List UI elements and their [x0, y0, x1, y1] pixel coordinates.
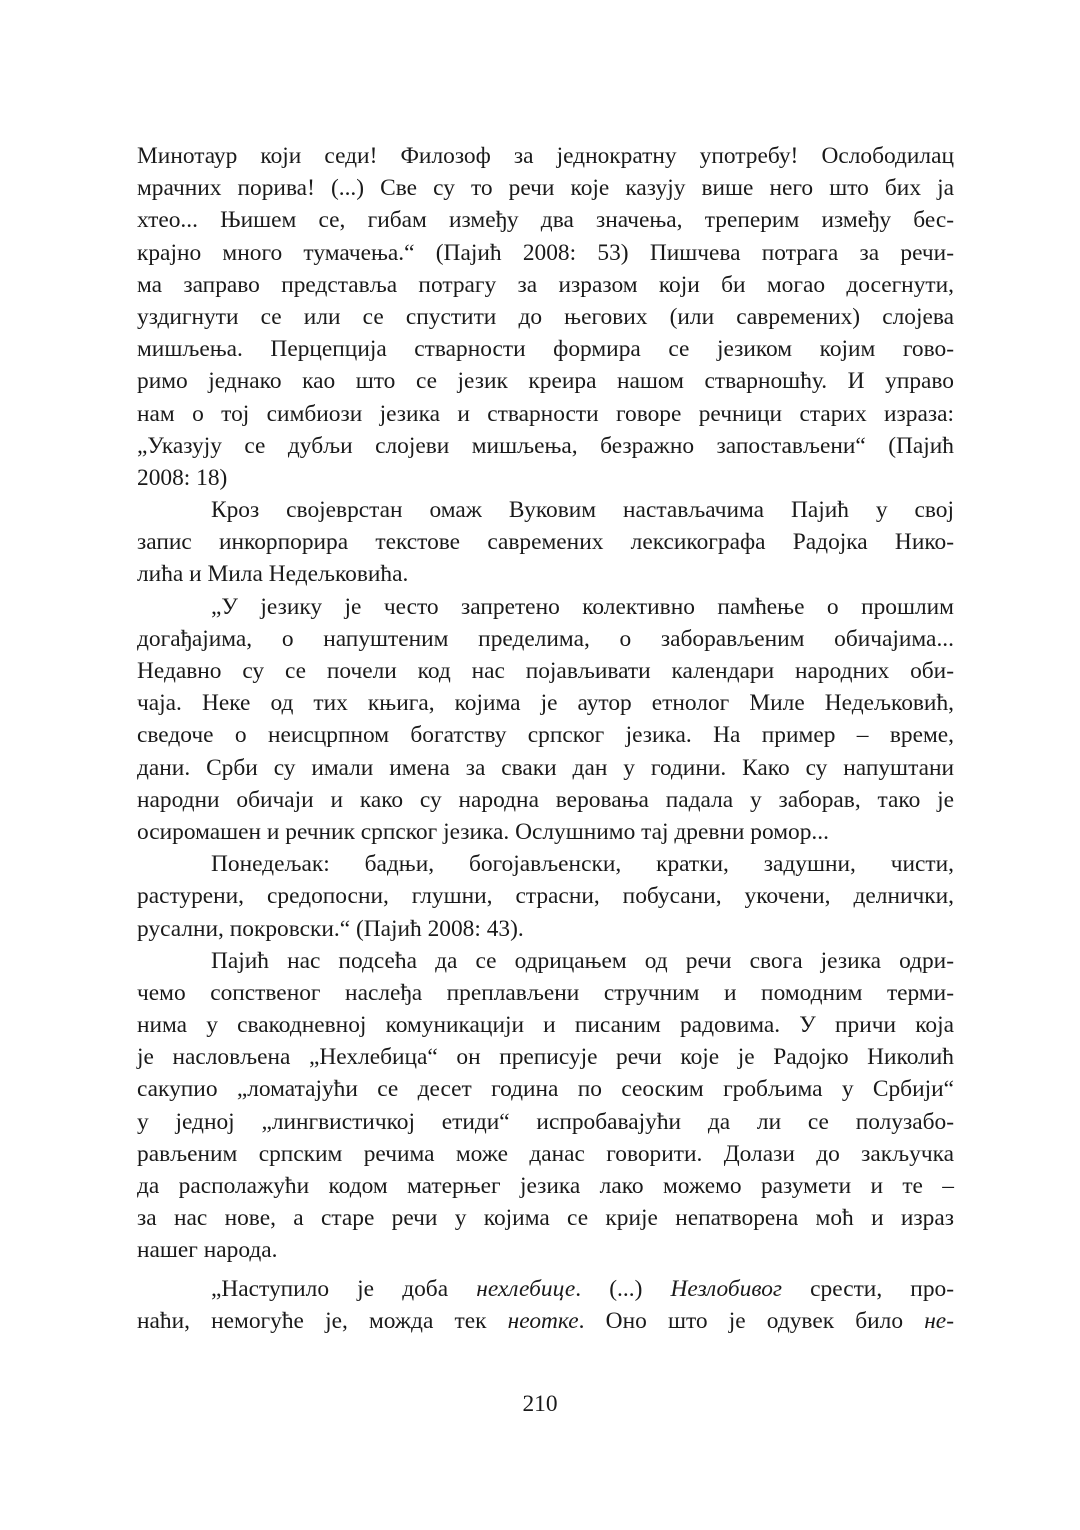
text-line [137, 398, 954, 430]
text-segment: „Указују се дубљи слојеви мишљења, безражно запостављени“ (Пајић [137, 432, 954, 459]
italic-word: не- [924, 1307, 954, 1334]
page-number: 210 [522, 1391, 558, 1417]
text-line [137, 816, 954, 848]
text-line [137, 1106, 954, 1138]
text-line [137, 301, 954, 333]
text-segment: у једној „лингвистичкој етиди“ испробавајући да ли се полузабо- [137, 1108, 954, 1135]
text-segment: 2008: 18) [137, 464, 228, 491]
text-line [137, 1041, 954, 1073]
text-line [137, 752, 954, 784]
text-segment: Недавно су се почели код нас појављивати календари народних оби- [137, 658, 954, 684]
text-line [137, 591, 954, 623]
text-line [137, 462, 954, 494]
body-text [137, 140, 954, 1337]
text-segment: нам о тој симбиози језика и стварности говоре речници старих израза: [137, 400, 954, 427]
text-line [137, 1073, 954, 1105]
text-segment: је насловљена „Нехлебица“ он преписује речи које је Радојко Николић [137, 1044, 954, 1071]
text-line [137, 913, 954, 945]
text-line [137, 333, 954, 365]
text-segment: сведоче о неисцрпном богатству српског језика. На пример – време, [137, 722, 954, 749]
text-segment: лића и Мила Недељковића. [137, 561, 409, 588]
text-segment: сакупио „ломатајући се десет година по сеоским гробљима у Србији“ [137, 1076, 954, 1103]
text-line [137, 526, 954, 558]
text-segment: растурени, средопосни, глушни, страсни, побусани, укочени, делнички, [137, 883, 954, 910]
text-segment: срести, про- [782, 1275, 955, 1302]
text-segment: да располажући кодом матерњег језика лако можемо разумети и те – [137, 1173, 954, 1199]
text-line [137, 365, 954, 397]
text-line [137, 1009, 954, 1041]
text-segment: нашег народа. [137, 1237, 278, 1264]
text-segment: римо једнако као што се језик креира нашом стварношћу. И управо [137, 368, 954, 395]
italic-word: неотке [507, 1307, 579, 1334]
text-line [137, 687, 954, 719]
text-line [137, 848, 954, 880]
text-line [137, 1273, 954, 1305]
text-line [137, 1170, 954, 1202]
text-line [137, 1234, 954, 1266]
text-segment: рављеним српским речима може данас говорити. Долази до закључка [137, 1140, 954, 1167]
text-segment: Пајић нас подсећа да се одрицањем од речи свога језика одри- [211, 947, 954, 974]
text-segment: дани. Срби су имали имена за сваки дан у години. Како су напуштани [137, 754, 954, 781]
text-segment: уздигнути се или се спустити до његових (или савремених) слојева [137, 303, 954, 330]
text-segment: хтео... Њишем се, гибам између два значења, треперим између бес- [137, 207, 954, 234]
text-segment: . Оно што је одувек било [578, 1307, 925, 1334]
text-line [137, 1305, 954, 1337]
text-segment: за нас нове, а старе речи у којима се крије непатворена моћ и израз [137, 1205, 954, 1232]
text-line [137, 880, 954, 912]
text-line [137, 1202, 954, 1234]
text-segment: мишљења. Перцепција стварности формира се језиком којим гово- [137, 336, 954, 363]
text-line [137, 784, 954, 816]
text-segment: Понедељак: бадњи, богојављенски, кратки, задушни, чисти, [211, 851, 954, 878]
text-segment: наћи, немогуће је, можда тек [137, 1307, 508, 1334]
text-segment: „Наступило је доба [211, 1275, 477, 1302]
text-segment: ма заправо представља потрагу за изразом који би могао досегнути, [137, 271, 954, 298]
text-segment: Минотаур који седи! Филозоф за једнократну употребу! Ослободилац [137, 143, 954, 169]
text-segment: Кроз својеврстан омаж Вуковим настављачима Пајић у свој [211, 497, 954, 524]
text-segment: народни обичаји и како су народна веровања падала у заборав, тако је [137, 786, 954, 813]
text-line [137, 655, 954, 687]
text-line [137, 204, 954, 236]
text-line [137, 430, 954, 462]
text-line [137, 1138, 954, 1170]
italic-word: Незлобивог [670, 1275, 783, 1302]
text-segment: мрачних порива! (...) Све су то речи које казују више него што бих ја [137, 175, 954, 202]
text-line [137, 623, 954, 655]
text-segment: русални, покровски.“ (Пајић 2008: 43). [137, 915, 524, 942]
text-line [137, 558, 954, 590]
text-segment: чемо сопственог наслеђа преплављени стручним и помодним терми- [137, 979, 954, 1006]
text-line [137, 977, 954, 1009]
text-segment: нима у свакодневној комуникацији и писаним радовима. У причи која [137, 1012, 954, 1039]
text-segment: крајно много тумачења.“ (Пајић 2008: 53) Пишчева потрага за речи- [137, 239, 954, 266]
text-line [137, 140, 954, 172]
text-line [137, 237, 954, 269]
text-line [137, 172, 954, 204]
text-segment: . (...) [575, 1275, 671, 1302]
text-segment: чаја. Неке од тих књига, којима је аутор етнолог Миле Недељковић, [137, 690, 954, 717]
text-segment: „У језику је често запретено колективно памћење о прошлим [211, 593, 954, 620]
text-segment: осиромашен и речник српског језика. Ослушнимо тај древни ромор... [137, 818, 829, 845]
text-line [137, 494, 954, 526]
text-segment: догађајима, о напуштеним пределима, о заборављеним обичајима... [137, 625, 954, 652]
italic-word: нехлебице [476, 1275, 576, 1302]
text-segment: запис инкорпорира текстове савремених лексикографа Радојка Нико- [137, 529, 954, 556]
text-line [137, 719, 954, 751]
text-line [137, 945, 954, 977]
text-line [137, 269, 954, 301]
